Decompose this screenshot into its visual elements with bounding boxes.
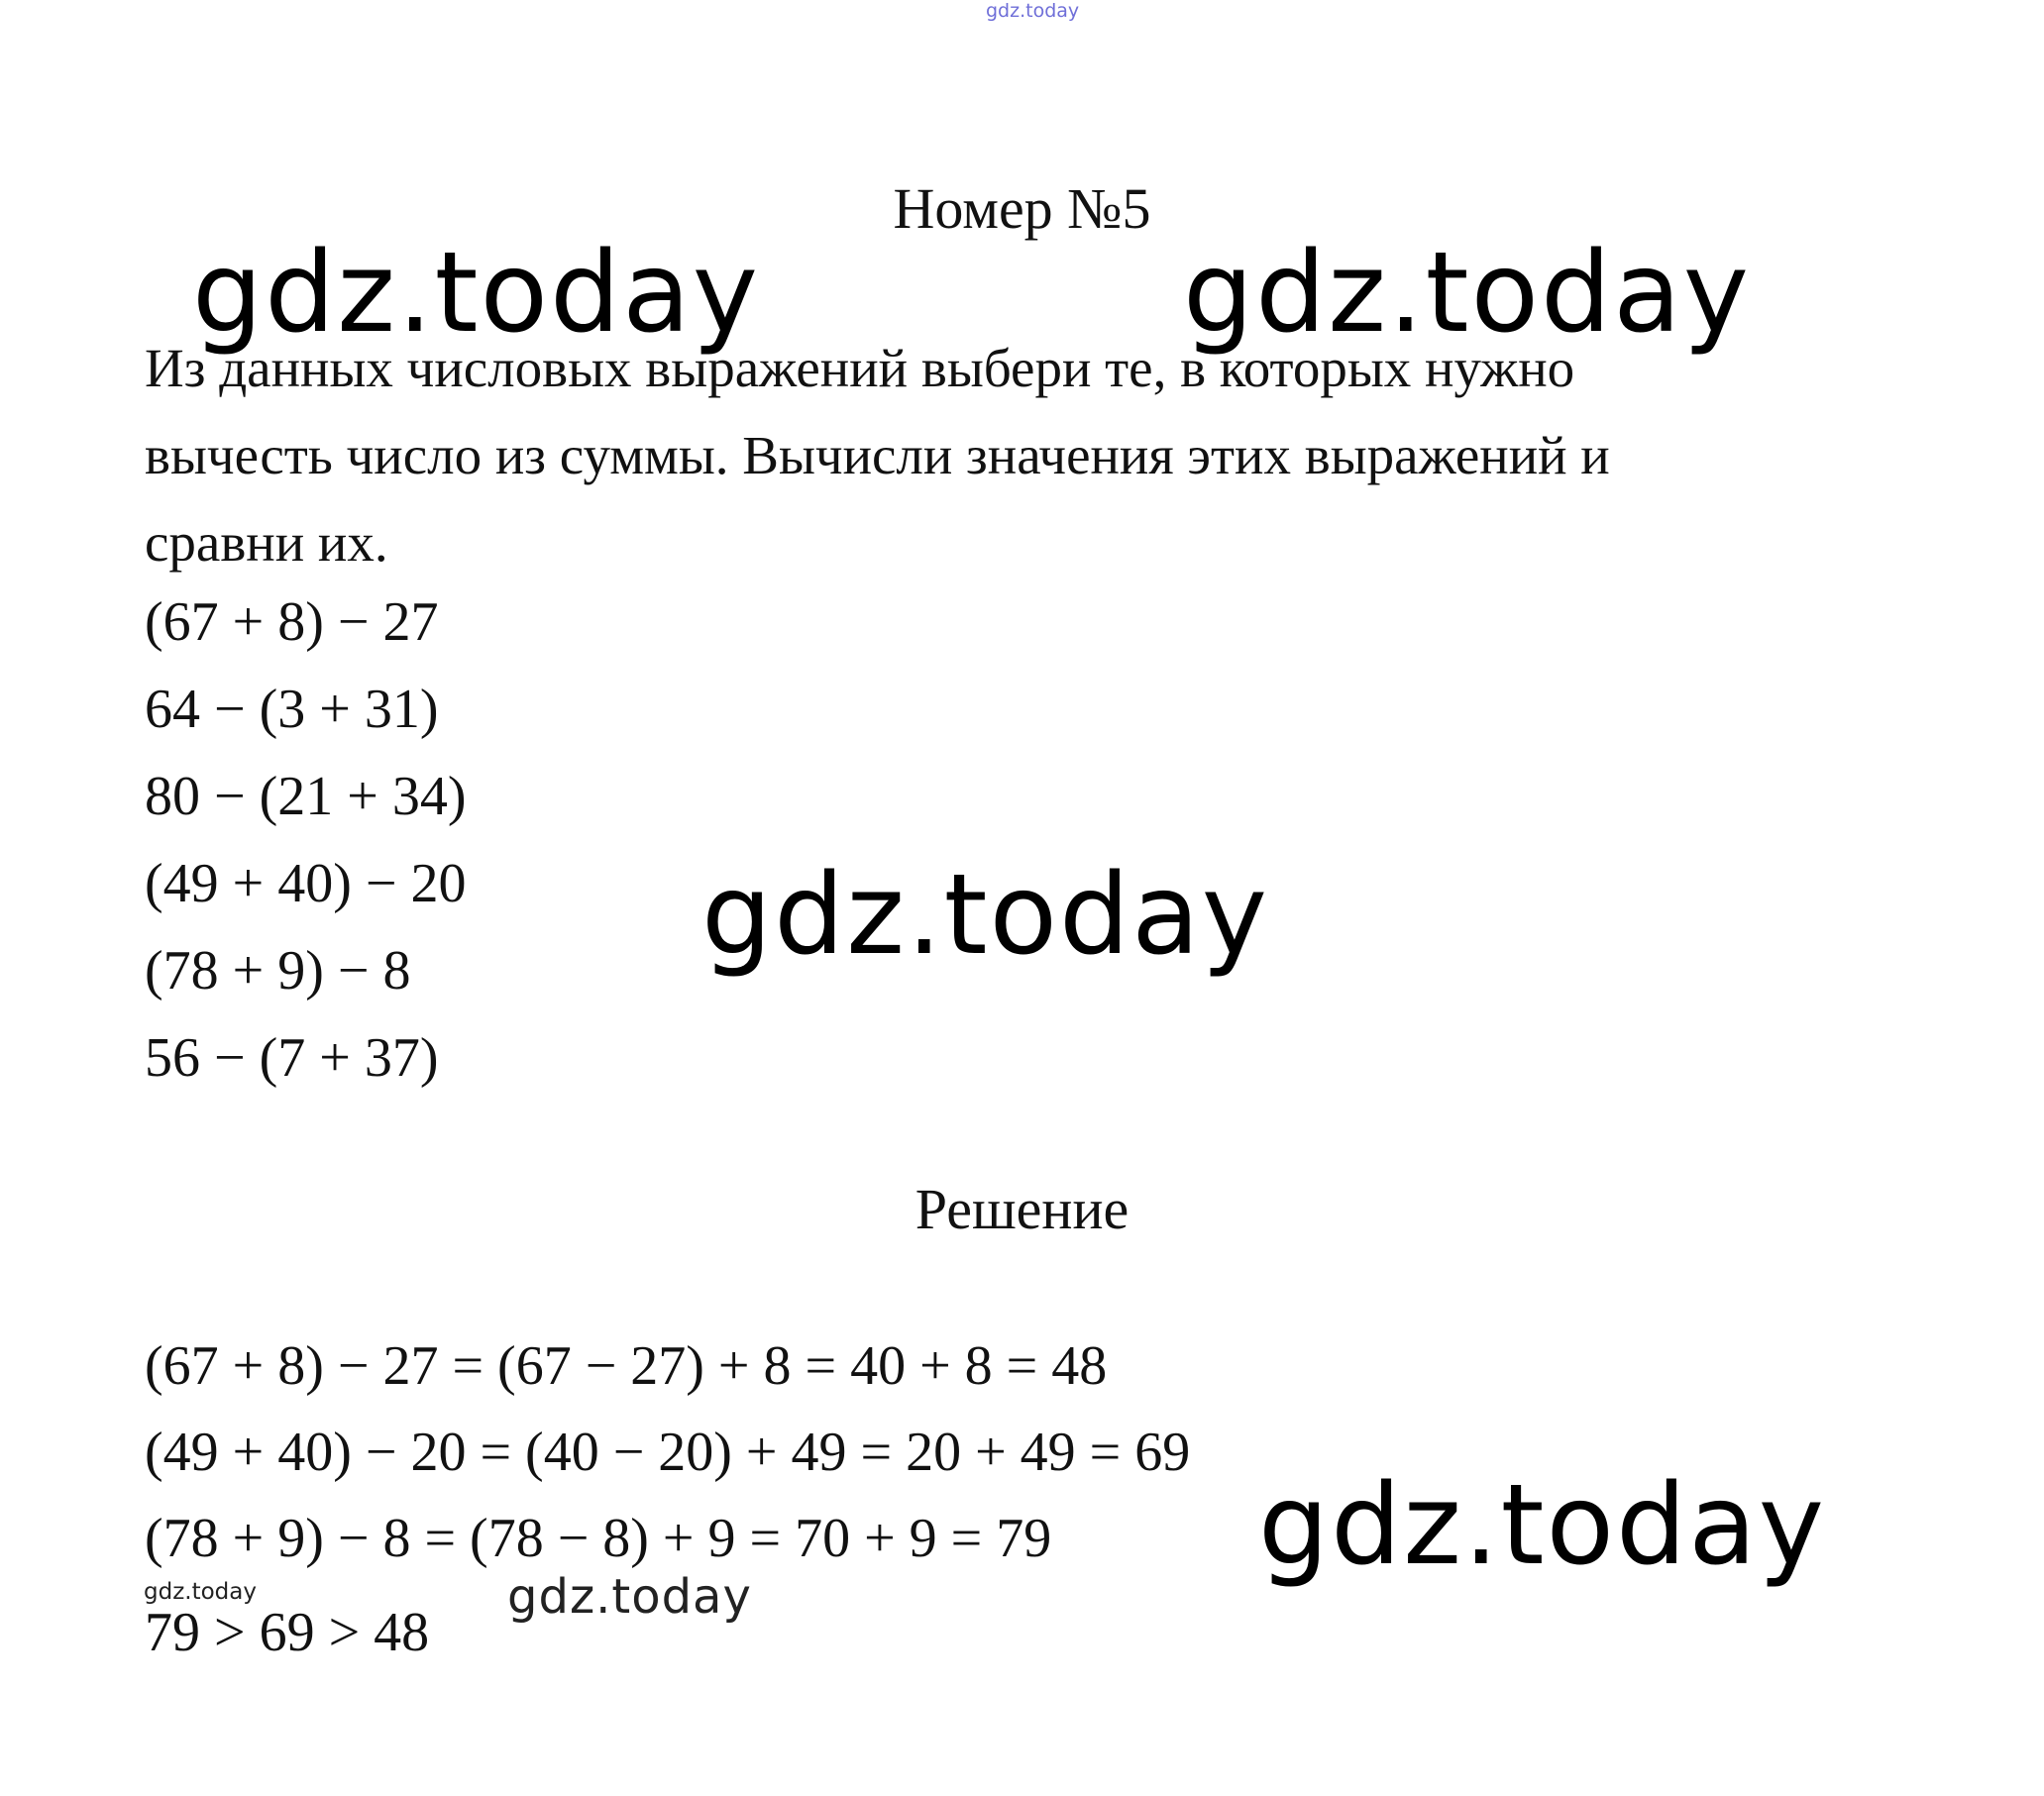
watermark-large-3: gdz.today <box>701 851 1270 980</box>
expression-item-2: 64 − (3 + 31) <box>145 679 439 740</box>
watermark-large-4: gdz.today <box>1258 1461 1827 1590</box>
comparison-result: 79 > 69 > 48 <box>145 1602 430 1663</box>
expression-item-5: (78 + 9) − 8 <box>145 940 411 1002</box>
expression-item-6: 56 − (7 + 37) <box>145 1027 439 1089</box>
task-line-1: Из данных числовых выражений выбери те, в которых нужно <box>145 338 1575 398</box>
expression-list <box>145 579 466 1102</box>
watermark-large-1: gdz.today <box>192 229 761 358</box>
watermark-top: gdz.today <box>986 0 1080 22</box>
watermark-large-2: gdz.today <box>1183 229 1752 358</box>
solution-line-3: (78 + 9) − 8 = (78 − 8) + 9 = 70 + 9 = 79 <box>145 1508 1052 1569</box>
task-text <box>145 325 1849 586</box>
expression-item-1: (67 + 8) − 27 <box>145 591 439 653</box>
watermark-medium: gdz.today <box>507 1569 752 1625</box>
problem-heading: Номер №5 <box>893 176 1151 241</box>
expression-item-3: 80 − (21 + 34) <box>145 766 467 827</box>
task-line-2: вычесть число из суммы. Вычисли значения этих выражений и <box>145 425 1610 485</box>
watermark-small: gdz.today <box>144 1579 257 1605</box>
solution-list <box>145 1323 1190 1582</box>
solution-line-1: (67 + 8) − 27 = (67 − 27) + 8 = 40 + 8 = 48 <box>145 1335 1108 1397</box>
solution-heading: Решение <box>914 1177 1130 1241</box>
expression-item-4: (49 + 40) − 20 <box>145 853 467 914</box>
task-line-3: сравни их. <box>145 512 388 573</box>
solution-line-2: (49 + 40) − 20 = (40 − 20) + 49 = 20 + 49 = 69 <box>145 1422 1191 1483</box>
